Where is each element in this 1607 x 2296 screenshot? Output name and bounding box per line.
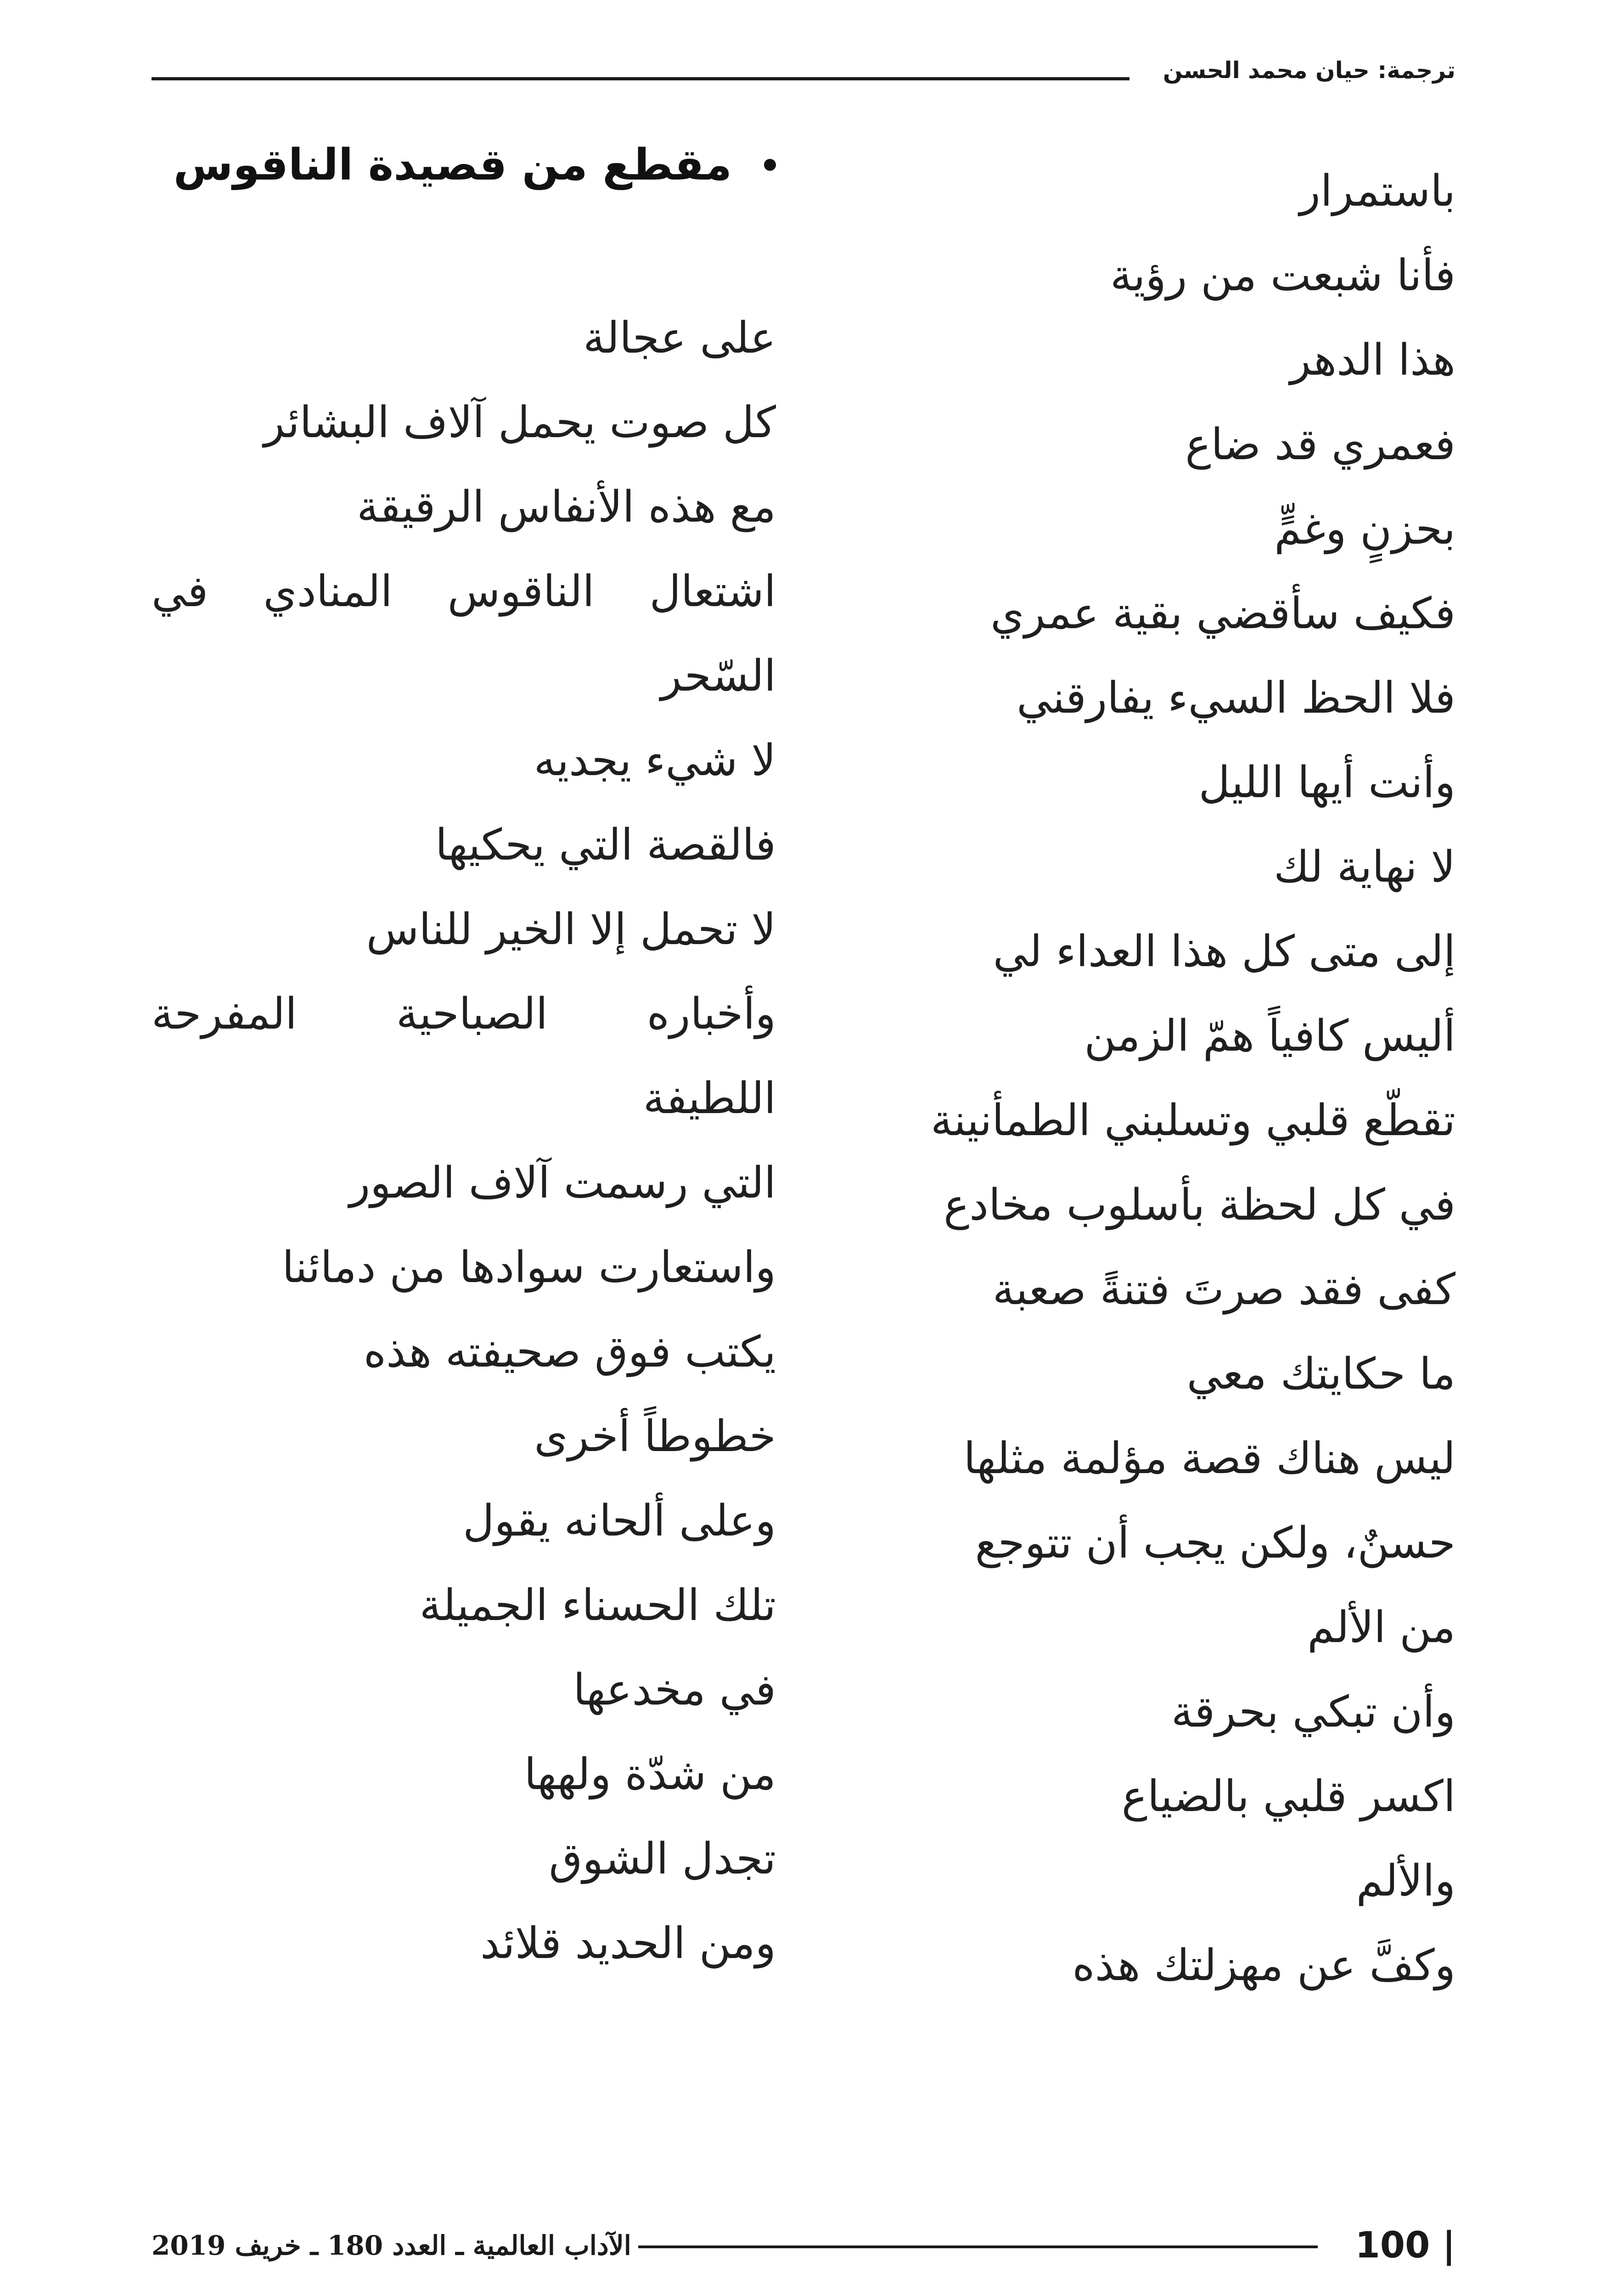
poem-line: وعلى ألحانه يقول	[463, 1496, 776, 1546]
poem-line: التي رسمت آلاف الصور	[349, 1158, 776, 1208]
poem-line: حسنٌ، ولكن يجب أن تتوجع	[975, 1518, 1455, 1568]
poem-line: اكسر قلبي بالضياع	[1121, 1772, 1455, 1822]
poem-line: وأنت أيها الليل	[1198, 758, 1455, 808]
poem-word: اشتعال	[649, 567, 776, 617]
poem-line: تجدل الشوق	[549, 1834, 776, 1884]
poem-line: مع هذه الأنفاس الرقيقة	[357, 482, 776, 532]
poem-line: إلى متى كل هذا العداء لي	[993, 927, 1455, 977]
poem-line: وأن تبكي بحرقة	[1171, 1687, 1455, 1737]
poem-line: تلك الحسناء الجميلة	[419, 1581, 776, 1631]
poem-line: لا شيء يجديه	[534, 736, 776, 786]
poem-line: والألم	[1356, 1856, 1455, 1906]
poem-word: الناقوس	[447, 567, 595, 617]
poem-line: كل صوت يحمل آلاف البشائر	[264, 398, 776, 448]
poem-right-column	[808, 149, 1455, 2008]
poem-line: فلا الحظ السيء يفارقني	[1017, 673, 1455, 723]
poem-line: من الألم	[1307, 1603, 1455, 1653]
poem-line: من شدّة ولهها	[524, 1750, 776, 1800]
poem-left-column	[152, 296, 776, 1986]
poem-line: ومن الحديد قلائد	[480, 1919, 776, 1969]
poem-line-justified	[152, 972, 776, 1057]
poem-line: اللطيفة	[643, 1074, 776, 1124]
poem-line: واستعارت سوادها من دمائنا	[282, 1243, 776, 1293]
poem-line: هذا الدهر	[1290, 335, 1455, 385]
poem-line: ليس هناك قصة مؤلمة مثلها	[963, 1434, 1455, 1484]
poem-line: لا نهاية لك	[1274, 842, 1455, 892]
poem-line: خطوطاً أخرى	[534, 1412, 776, 1462]
poem-line: تقطّع قلبي وتسلبني الطمأنينة	[930, 1096, 1455, 1146]
poem-word: في	[152, 567, 208, 617]
poem-line: بحزنٍ وغمٍّ	[1274, 504, 1455, 554]
poem-line: فكيف سأقضي بقية عمري	[990, 589, 1455, 639]
poem-line: ما حكايتك معي	[1186, 1349, 1455, 1399]
poem-line: كفى فقد صرتَ فتنةً صعبة	[992, 1265, 1455, 1315]
poem-line: باستمرار	[1299, 166, 1455, 216]
poem-line-justified	[152, 550, 776, 634]
poem-word: الصباحية	[396, 989, 548, 1039]
poem-line: فالقصة التي يحكيها	[435, 820, 776, 870]
poem-line: وكفَّ عن مهزلتك هذه	[1072, 1941, 1455, 1991]
poem-line: أليس كافياً همّ الزمن	[1084, 1011, 1455, 1061]
footer-rule	[638, 2245, 1318, 2248]
poem-word: وأخباره	[646, 989, 776, 1039]
section-heading-text: مقطع من قصيدة الناقوس	[173, 140, 732, 190]
poem-line: يكتب فوق صحيفته هذه	[363, 1327, 776, 1377]
poem-word: المفرحة	[152, 989, 298, 1039]
poem-line: فأنا شبعت من رؤية	[1110, 251, 1455, 301]
journal-issue: الآداب العالمية ـ العدد 180 ـ خريف 2019	[152, 2230, 631, 2261]
poem-line: في مخدعها	[573, 1665, 776, 1715]
section-heading	[174, 138, 776, 193]
poem-line: على عجالة	[583, 313, 776, 363]
bullet-icon	[764, 159, 776, 171]
poem-line: لا تحمل إلا الخير للناس	[366, 905, 776, 955]
poem-word: المنادي	[263, 567, 393, 617]
header-rule	[152, 77, 1129, 80]
page-number: 100 |	[1355, 2225, 1455, 2266]
translator-credit: ترجمة: حيان محمد الحسن	[1163, 57, 1455, 84]
poem-line: السّحر	[660, 651, 776, 701]
poem-line: فعمري قد ضاع	[1185, 420, 1455, 470]
poem-line: في كل لحظة بأسلوب مخادع	[944, 1180, 1455, 1230]
